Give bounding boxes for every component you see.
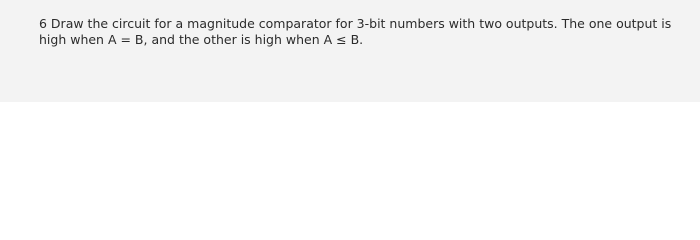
question-panel	[0, 0, 700, 102]
question-text	[39, 16, 689, 48]
question-line-1: 6 Draw the circuit for a magnitude comparator for 3-bit numbers with two outputs. The one output is	[39, 16, 672, 31]
question-line-2: high when A = B, and the other is high when A ≤ B.	[39, 32, 364, 47]
